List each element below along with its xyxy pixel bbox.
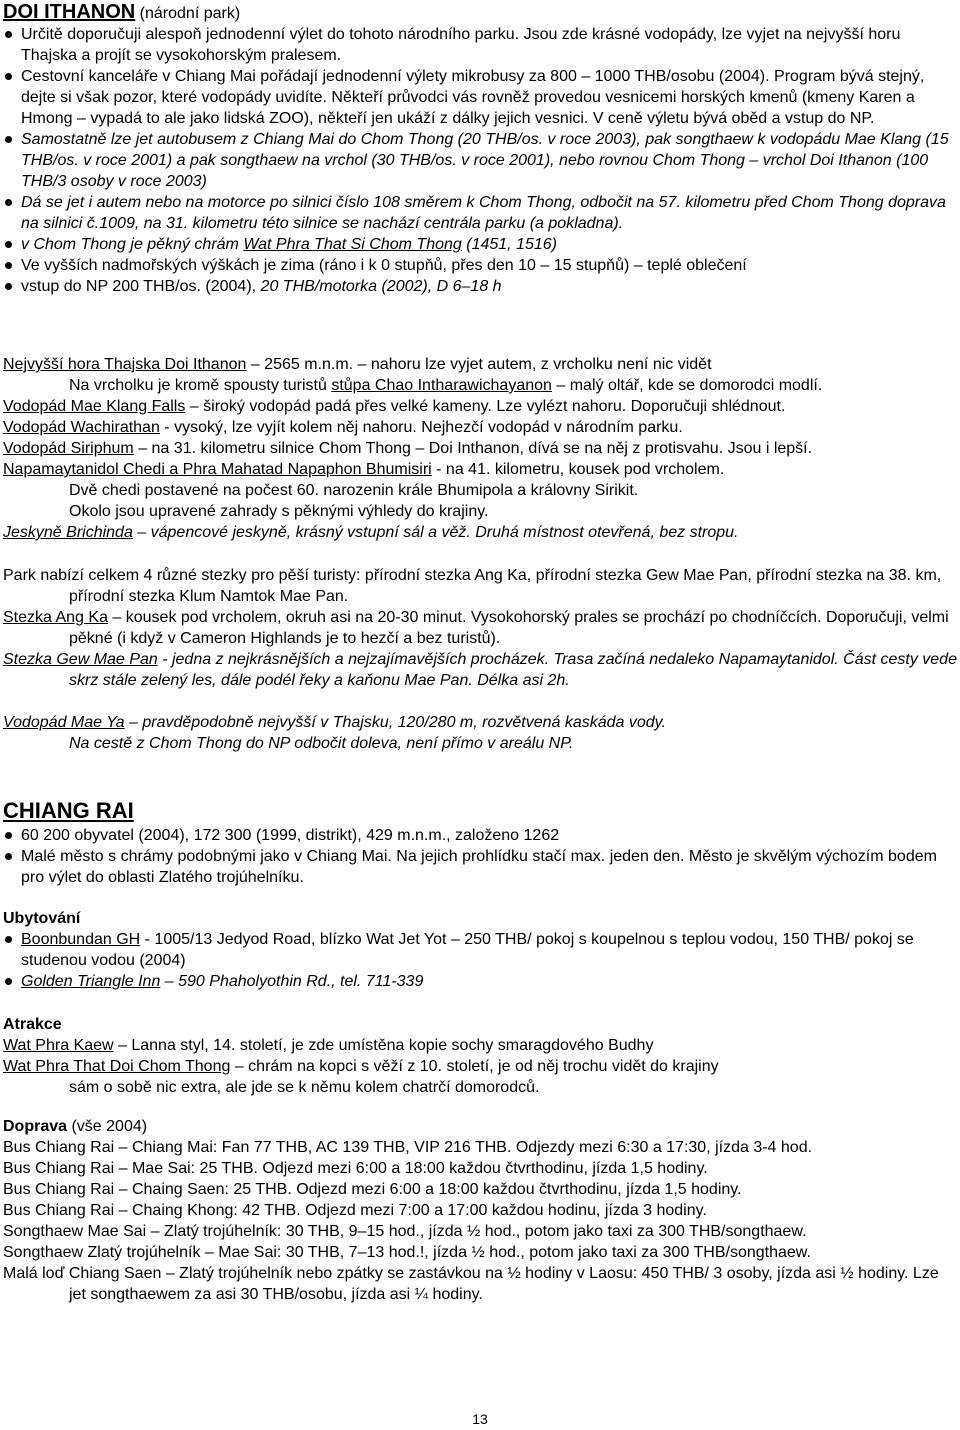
list-item: v Chom Thong je pěkný chrám Wat Phra That Si Chom Thong (1451, 1516) <box>3 234 958 255</box>
transport-line: Bus Chiang Rai – Mae Sai: 25 THB. Odjezd mezi 6:00 a 18:00 každou čtvrthodinu, jízda 1,5 hodiny. <box>3 1160 708 1177</box>
doi-subtitle: (národní park) <box>135 5 241 22</box>
waterfall-mae-ya: Vodopád Mae Ya – pravděpodobně nejvyšší v Thajsku, 120/280 m, rozvětvená kaskáda vody. <box>3 714 666 731</box>
accommodation-list <box>3 929 958 992</box>
transport-line: Malá loď Chiang Saen – Zlatý trojúhelník nebo zpátky se zastávkou na ½ hodiny v Laosu: 450 THB/ 3 osoby, jízda asi ½ hodiny. Lze jet songthaewem za asi 30 THB/osobu, jízda asi ¼ hodiny. <box>3 1265 939 1303</box>
accommodation-heading: Ubytování <box>3 910 81 927</box>
doi-bullet-list <box>3 24 958 297</box>
sight-summit: Nejvyšší hora Thajska Doi Ithanon – 2565 m.n.m. – nahoru lze vyjet autem, z vrcholku není nic vidět <box>3 356 712 373</box>
doi-trails <box>3 565 958 691</box>
sight-chedi: Napamaytanidol Chedi a Phra Mahatad Napaphon Bhumisiri - na 41. kilometru, kousek pod vrcholem. <box>3 461 725 478</box>
transport-line: Songthaew Zlatý trojúhelník – Mae Sai: 30 THB, 7–13 hod.!, jízda ½ hod., potom jako taxi za 300 THB/songthaew. <box>3 1244 811 1261</box>
list-item: Boonbundan GH - 1005/13 Jedyod Road, blízko Wat Jet Yot – 250 THB/ pokoj s koupelnou s teplou vodou, 150 THB/ pokoj se studenou vodou (2004) <box>3 929 958 971</box>
sight-summit-detail: Na vrcholku je kromě spousty turistů stůpa Chao Intharawichayanon – malý oltář, kde se domorodci modlí. <box>69 377 823 394</box>
transport-line: Bus Chiang Rai – Chiang Mai: Fan 77 THB, AC 139 THB, VIP 216 THB. Odjezdy mezi 6:30 a 17:30, jízda 3-4 hod. <box>3 1139 813 1156</box>
attraction-wat-phra-kaew: Wat Phra Kaew – Lanna styl, 14. století, je zde umístěna kopie sochy smaragdového Budhy <box>3 1037 654 1054</box>
list-item: Cestovní kanceláře v Chiang Mai pořádají jednodenní výlety mikrobusy za 800 – 1000 THB/osobu (2004). Program bývá stejný, dejte si však pozor, které vodopády uvidíte. Někteří průvodci vás rovněž provedou vesnicemi horských kmenů (kmeny Karen a Hmong – vypadá to ale jako lidská ZOO), někteří jen ukáží z dálky jejich vesnici. V ceně výletu bývá oběd a vstup do NP. <box>3 66 958 129</box>
chiang-rai-title: CHIANG RAI <box>3 798 134 823</box>
trail-ang-ka: Stezka Ang Ka – kousek pod vrcholem, okruh asi na 20-30 minut. Vysokohorský prales se prochází po chodníčcích. Doporučuji, velmi pěkné (i když v Cameron Highlands je to hezčí a bez turistů). <box>3 609 949 647</box>
doi-heading <box>3 2 958 24</box>
transport-line: Bus Chiang Rai – Chaing Khong: 42 THB. Odjezd mezi 7:00 a 17:00 každou hodinu, jízda 3 hodiny. <box>3 1202 707 1219</box>
list-item: Ve vyšších nadmořských výškách je zima (ráno i k 0 stupňů, přes den 10 – 15 stupňů) – teplé oblečení <box>3 255 958 276</box>
transport-line: Bus Chiang Rai – Chaing Saen: 25 THB. Odjezd mezi 6:00 a 18:00 každou čtvrthodinu, jízda 1,5 hodiny. <box>3 1181 742 1198</box>
attractions-heading: Atrakce <box>3 1016 62 1033</box>
doi-ithanon-section <box>3 2 958 297</box>
temple-link: Wat Phra That Si Chom Thong <box>243 236 462 253</box>
list-item: 60 200 obyvatel (2004), 172 300 (1999, distrikt), 429 m.n.m., založeno 1262 <box>3 825 958 846</box>
transport-section <box>3 1116 958 1305</box>
list-item: vstup do NP 200 THB/os. (2004), 20 THB/motorka (2002), D 6–18 h <box>3 276 958 297</box>
transport-heading: Doprava (vše 2004) <box>3 1118 148 1135</box>
accommodation-section <box>3 908 958 992</box>
trails-intro: Park nabízí celkem 4 různé stezky pro pěší turisty: přírodní stezka Ang Ka, přírodní stezka Gew Mae Pan, přírodní stezka na 38. km, přírodní stezka Klum Namtok Mae Pan. <box>3 567 942 605</box>
mae-ya-section <box>3 712 958 754</box>
sight-siriphum: Vodopád Siriphum – na 31. kilometru silnice Chom Thong – Doi Inthanon, dívá se na něj z protisvahu. Jsou i lepší. <box>3 440 813 457</box>
list-item: Určitě doporučuji alespoň jednodenní výlet do tohoto národního parku. Jsou zde krásné vodopády, lze vyjet na nejvyšší horu Thajska a projít se vysokohorským pralesem. <box>3 24 958 66</box>
waterfall-mae-ya-detail: Na cestě z Chom Thong do NP odbočit doleva, není přímo v areálu NP. <box>69 735 574 752</box>
attraction-detail: sám o sobě nic extra, ale jde se k němu kolem chatrčí domorodců. <box>69 1079 540 1096</box>
doi-sights <box>3 354 958 543</box>
page-number: 13 <box>472 1411 488 1427</box>
doi-title: DOI ITHANON <box>3 1 136 23</box>
chiang-rai-section <box>3 797 958 888</box>
attraction-wat-doi-chom-thong: Wat Phra That Doi Chom Thong – chrám na kopci s věží z 10. století, je od něj trochu vidět do krajiny <box>3 1058 719 1075</box>
list-item: Samostatně lze jet autobusem z Chiang Mai do Chom Thong (20 THB/os. v roce 2003), pak songthaew k vodopádu Mae Klang (15 THB/os. v roce 2001) a pak songthaew na vrchol (30 THB/os. v roce 2001), nebo rovnou Chom Thong – vrchol Doi Ithanon (100 THB/3 osoby v roce 2003) <box>3 129 958 192</box>
list-item: Golden Triangle Inn – 590 Phaholyothin Rd., tel. 711-339 <box>3 971 958 992</box>
list-item: Dá se jet i autem nebo na motorce po silnici číslo 108 směrem k Chom Thong, odbočit na 57. kilometru před Chom Thong doprava na silnici č.1009, na 31. kilometru této silnice se nachází centrála parku (a pokladna). <box>3 192 958 234</box>
sight-mae-klang: Vodopád Mae Klang Falls – široký vodopád padá přes velké kameny. Lze vylézt nahoru. Doporučuji shlédnout. <box>3 398 786 415</box>
attractions-section <box>3 1014 958 1098</box>
transport-line: Songthaew Mae Sai – Zlatý trojúhelník: 30 THB, 9–15 hod., jízda ½ hod., potom jako taxi za 300 THB/songthaew. <box>3 1223 807 1240</box>
sight-chedi-gardens: Okolo jsou upravené zahrady s pěknými výhledy do krajiny. <box>69 503 489 520</box>
sight-chedi-detail: Dvě chedi postavené na počest 60. narozenin krále Bhumipola a královny Sirikit. <box>69 482 639 499</box>
sight-wachirathan: Vodopád Wachirathan - vysoký, lze vyjít kolem něj nahoru. Nejhezčí vodopád v národním parku. <box>3 419 683 436</box>
sight-cave: Jeskyně Brichinda – vápencové jeskyně, krásný vstupní sál a věž. Druhá místnost otevřená, bez stropu. <box>3 524 739 541</box>
chiang-rai-bullets <box>3 825 958 888</box>
list-item: Malé město s chrámy podobnými jako v Chiang Mai. Na jejich prohlídku stačí max. jeden den. Město je skvělým výchozím bodem pro výlet do oblasti Zlatého trojúhelníku. <box>3 846 958 888</box>
trail-gew-mae-pan: Stezka Gew Mae Pan - jedna z nejkrásnějších a nejzajímavějších procházek. Trasa začíná nedaleko Napamaytanidol. Část cesty vede skrz stále zelený les, dále podél řeky a kaňonu Mae Pan. Délka asi 2h. <box>3 651 957 689</box>
